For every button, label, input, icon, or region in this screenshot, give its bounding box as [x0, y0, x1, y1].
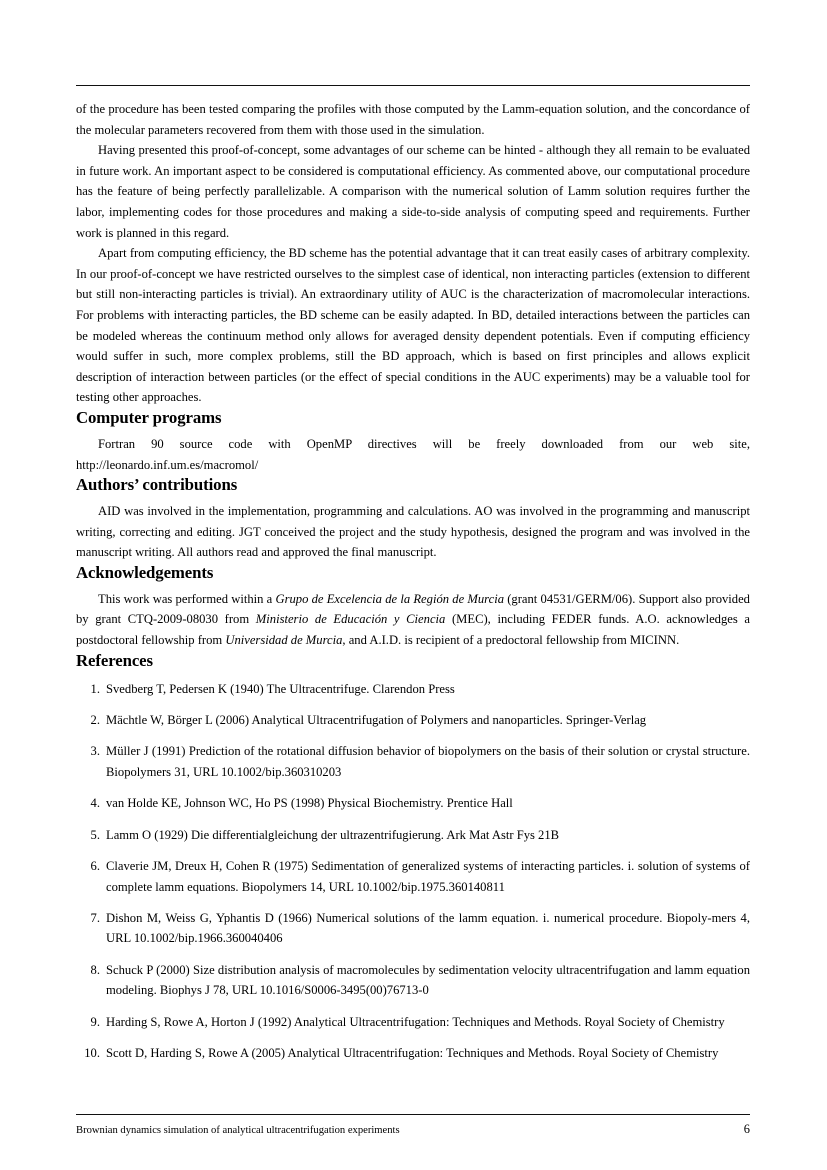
- reference-item: [76, 1012, 750, 1032]
- reference-number: 1.: [90, 681, 100, 696]
- reference-text: Scott D, Harding S, Rowe A (2005) Analytical Ultracentrifugation: Techniques and Methods. Royal Society of Chemistry: [106, 1045, 719, 1060]
- page-content: [76, 85, 750, 1063]
- section-heading-computer-programs: Computer programs: [76, 407, 222, 427]
- reference-number: 5.: [90, 827, 100, 842]
- ack-text-1: This work was performed within a: [98, 591, 276, 606]
- ack-text-4: , and A.I.D. is recipient of a predoctoral fellowship from MICINN.: [342, 633, 680, 648]
- footer-running-title: Brownian dynamics simulation of analytical ultracentrifugation experiments: [76, 1125, 400, 1136]
- reference-text: van Holde KE, Johnson WC, Ho PS (1998) Physical Biochemistry. Prentice Hall: [106, 796, 513, 811]
- section-heading-acknowledgements: Acknowledgements: [76, 562, 214, 582]
- reference-text: Müller J (1991) Prediction of the rotational diffusion behavior of biopolymers on the basis of their solution or crystal structure. Biopolymers 31, URL 10.1002/bip.360310203: [106, 744, 750, 779]
- ack-italic-universidad: Universidad de Murcia: [225, 633, 343, 648]
- reference-item: [76, 856, 750, 897]
- body-paragraph-advantages: Having presented this proof-of-concept, some advantages of our scheme can be hinted - although they all remain to be evaluated in future work. An important aspect to be considered is computational efficiency. As commented above, our computational procedure has the feature of being perfectly parallelizable. A comparison with the numerical solution of Lamm solution requires further the labor, implementing codes for those procedures and making a side-to-side analysis of computing speed and requirements. Further work is planned in this regard.: [76, 143, 750, 240]
- reference-text: Harding S, Rowe A, Horton J (1992) Analytical Ultracentrifugation: Techniques and Methods. Royal Society of Chemistry: [106, 1014, 725, 1029]
- reference-text: Mächtle W, Börger L (2006) Analytical Ultracentrifugation of Polymers and nanoparticles. Springer-Verlag: [106, 713, 647, 728]
- reference-number: 6.: [90, 859, 100, 874]
- reference-item: [76, 960, 750, 1001]
- reference-number: 7.: [90, 910, 100, 925]
- footer-page-number: 6: [743, 1122, 750, 1136]
- acknowledgements-paragraph: [76, 589, 750, 651]
- page-footer: [76, 1114, 750, 1138]
- footer-rule: [76, 1114, 750, 1115]
- body-paragraph-complexity: Apart from computing efficiency, the BD scheme has the potential advantage that it can treat easily cases of arbitrary complexity. In our proof-of-concept we have restricted ourselves to the simplest case of identical, non interacting particles (extension to different but still non-interacting particles is trivial). An extraordinary utility of AUC is the characterization of macromolecular interactions. For problems with interacting particles, the BD scheme can be easily adapted. In BD, detailed interactions between the particles can be modeled whereas the continuum method only allows for averaged density dependent potentials. Even if computing efficiency would suffer in such, more complex problems, still the BD approach, which is based on first principles and allows explicit description of interaction between particles (or the effect of special conditions in the AUC experiments) may be a valuable tool for testing other approaches.: [76, 246, 750, 405]
- body-paragraph-continuation: of the procedure has been tested comparing the profiles with those computed by the Lamm-equation solution, and the concordance of the molecular parameters recovered from them with those used in the simulation.: [76, 102, 750, 137]
- header-rule: [76, 85, 750, 86]
- ack-text-3: (MEC), including FEDER funds. A.O. acknowledges a postdoctoral fellowship from: [76, 612, 750, 648]
- reference-text: Dishon M, Weiss G, Yphantis D (1966) Numerical solutions of the lamm equation. i. numerical procedure. Biopoly-mers 4, URL 10.1002/bip.1966.360040406: [106, 910, 750, 946]
- reference-item: [76, 741, 750, 782]
- reference-list: [76, 679, 750, 1064]
- reference-number: 9.: [90, 1014, 100, 1029]
- footer-row: [76, 1122, 750, 1138]
- section-heading-references: References: [76, 650, 153, 670]
- reference-item: [76, 825, 750, 845]
- reference-number: 10.: [84, 1045, 100, 1060]
- ack-italic-grupo: Grupo de Excelencia de la Región de Murcia: [275, 591, 504, 606]
- reference-text: Schuck P (2000) Size distribution analysis of macromolecules by sedimentation velocity ultracentrifugation and lamm equation modeling. Biophys J 78, URL 10.1016/S0006-3495(00)76713-0: [106, 962, 750, 998]
- section-heading-authors-contributions: Authors’ contributions: [76, 475, 238, 495]
- reference-item: [76, 679, 750, 699]
- computer-programs-paragraph: Fortran 90 source code with OpenMP directives will be freely downloaded from our web site, http://leonardo.inf.um.es/macromol/: [76, 436, 750, 472]
- reference-number: 8.: [90, 962, 100, 977]
- reference-item: [76, 908, 750, 949]
- reference-text: Lamm O (1929) Die differentialgleichung der ultrazentrifugierung. Ark Mat Astr Fys 21B: [106, 827, 560, 842]
- ack-text-2: (grant 04531/GERM/06). Support also provided by grant CTQ-2009-08030 from: [76, 591, 750, 627]
- reference-item: [76, 793, 750, 813]
- reference-item: [76, 1043, 750, 1063]
- reference-number: 2.: [90, 713, 100, 728]
- reference-text: Claverie JM, Dreux H, Cohen R (1975) Sedimentation of generalized systems of interacting particles. i. solution of systems of complete lamm equations. Biopolymers 14, URL 10.1002/bip.1975.360140811: [106, 859, 750, 894]
- reference-text: Svedberg T, Pedersen K (1940) The Ultracentrifuge. Clarendon Press: [106, 681, 455, 696]
- ack-italic-ministerio: Ministerio de Educación y Ciencia: [255, 612, 446, 627]
- reference-number: 3.: [90, 744, 100, 759]
- reference-item: [76, 710, 750, 730]
- reference-number: 4.: [90, 796, 100, 811]
- authors-contributions-paragraph: AID was involved in the implementation, programming and calculations. AO was involved in the programming and manuscript writing, correcting and editing. JGT conceived the project and the study hypothesis, designed the program and was involved in the manuscript writing. All authors read and approved the final manuscript.: [76, 504, 750, 560]
